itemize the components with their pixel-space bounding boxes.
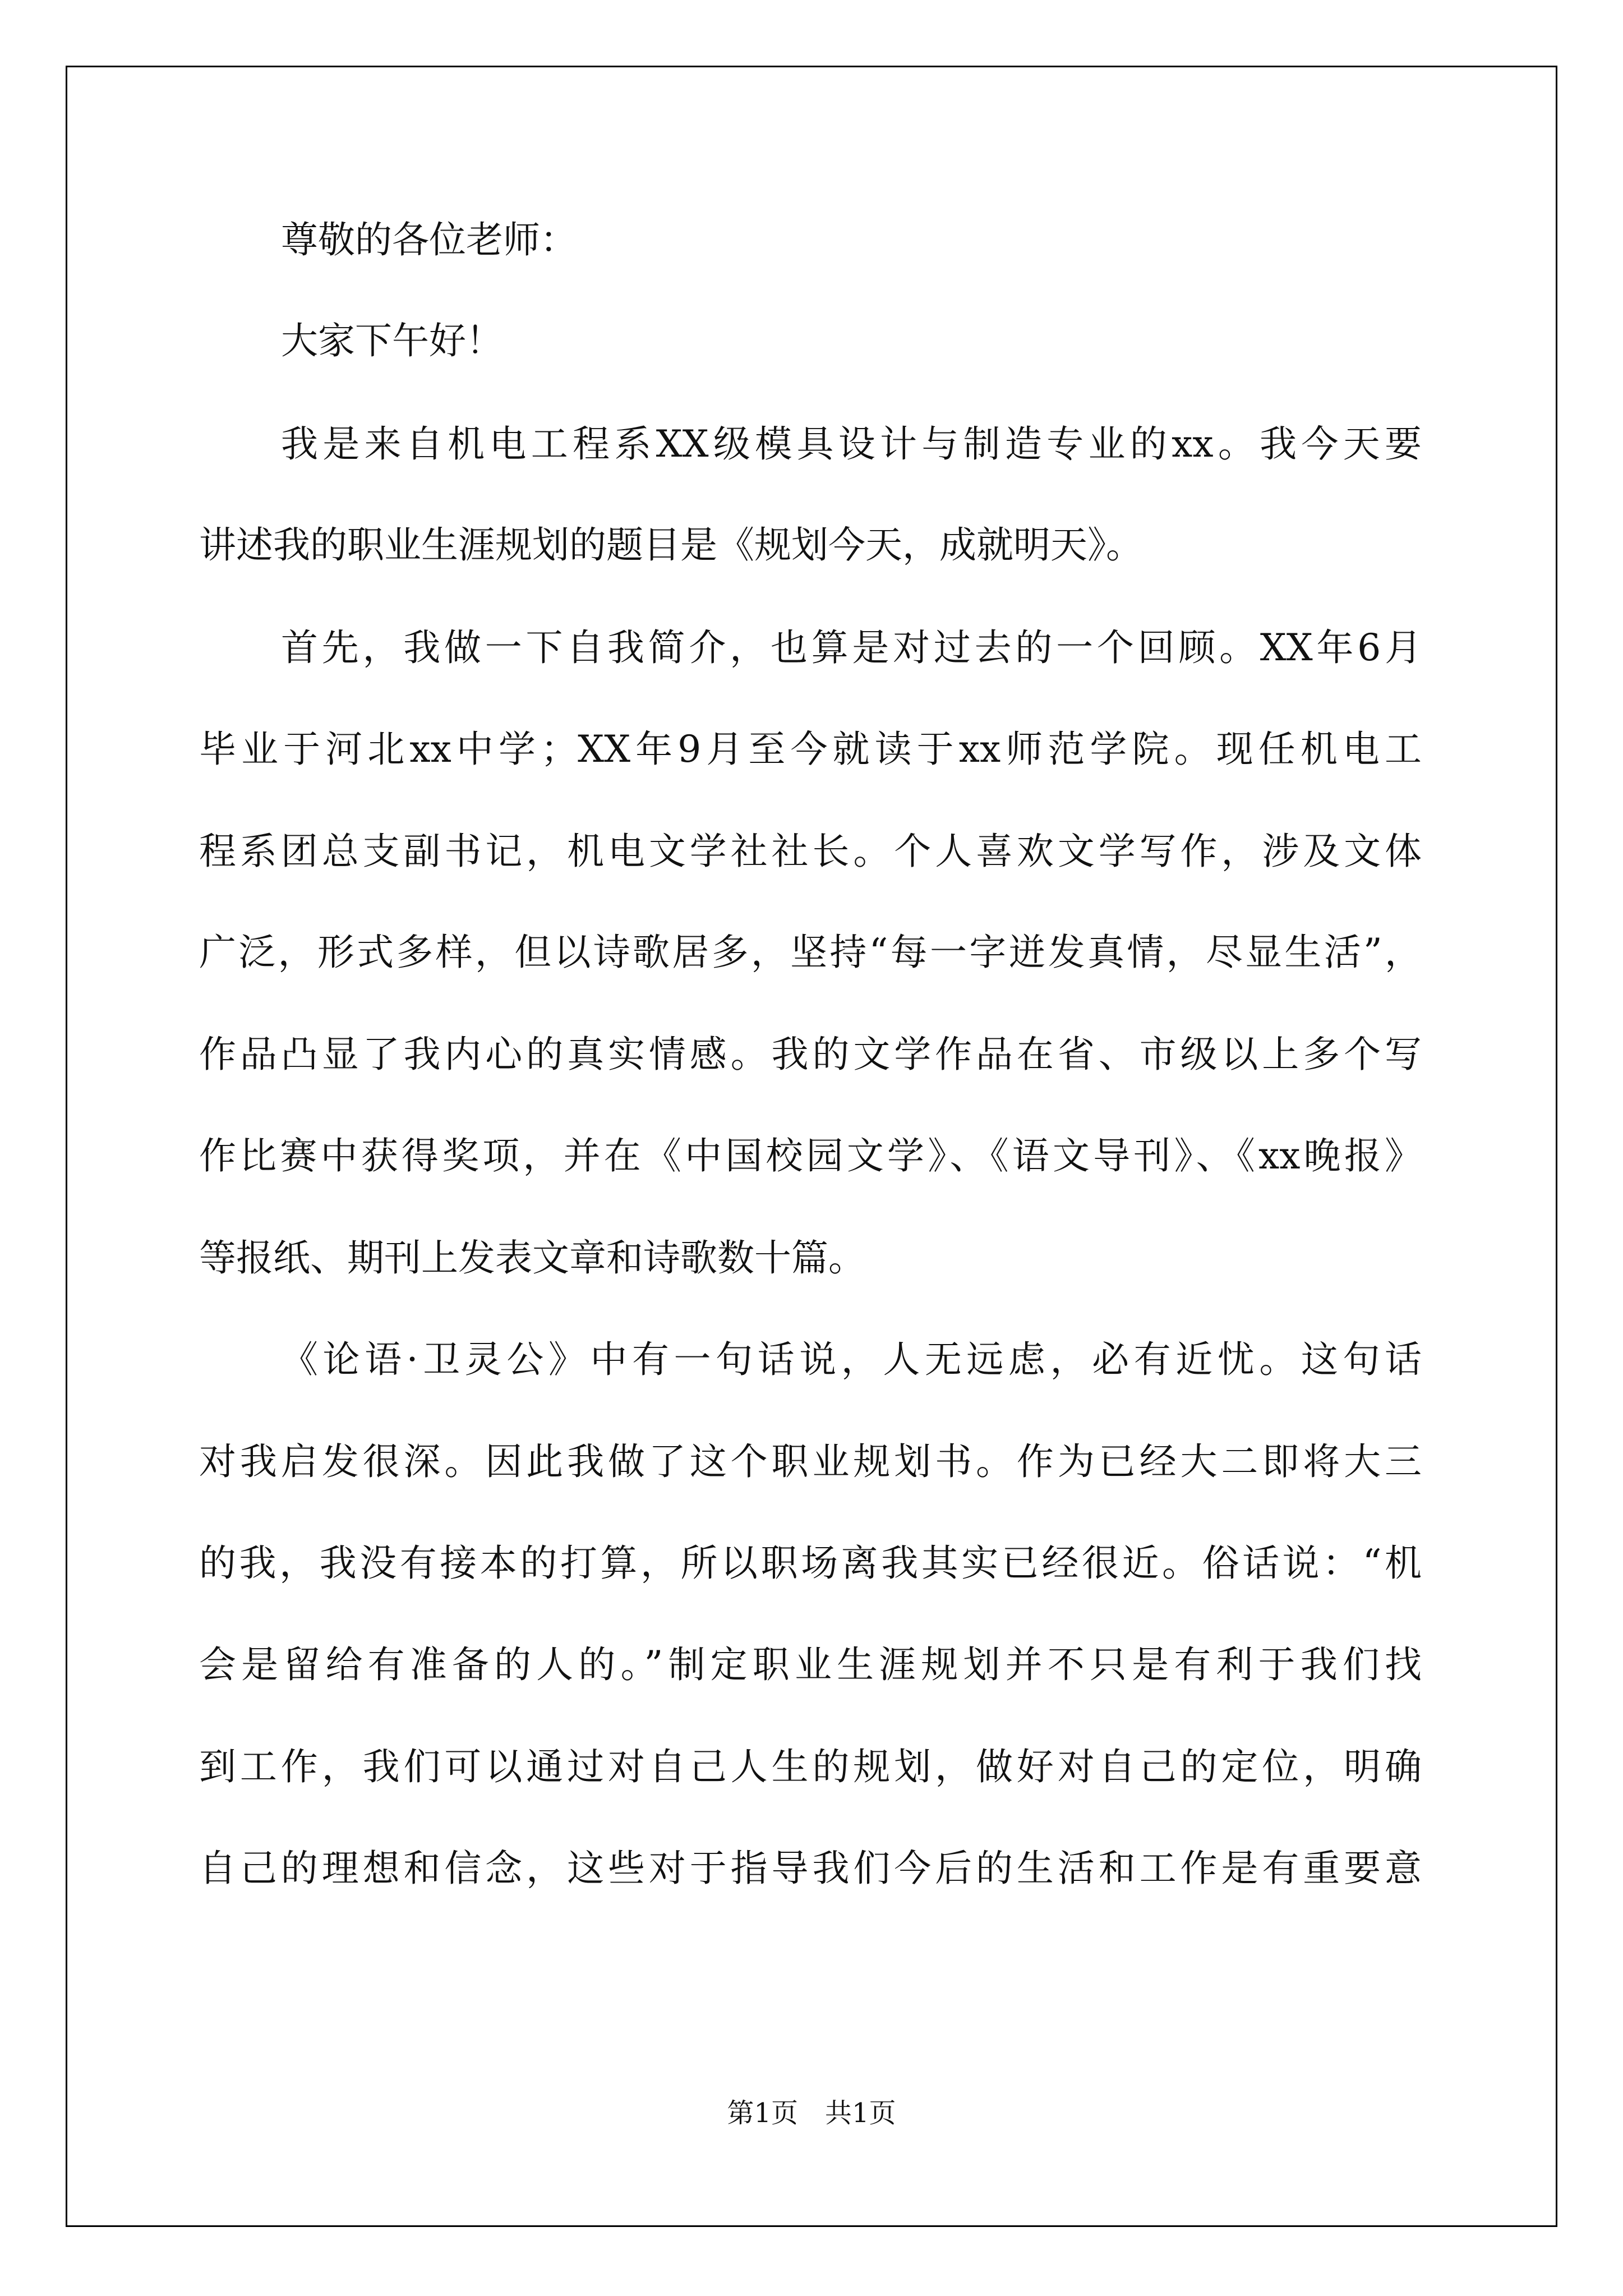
paragraph-line: 广泛，形式多样，但以诗歌居多，坚持“每一字迸发真情，尽显生活”， (199, 931, 1422, 974)
paragraph-line: 对我启发很深。因此我做了这个职业规划书。作为已经大二即将大三 (199, 1440, 1422, 1483)
paragraph-line: 会是留给有准备的人的。”制定职业生涯规划并不只是有利于我们找 (199, 1643, 1422, 1686)
paragraph-line: 毕业于河北xx中学；XX年9月至今就读于xx师范学院。现任机电工 (199, 728, 1422, 771)
paragraph-line: 我是来自机电工程系XX级模具设计与制造专业的xx。我今天要 (281, 422, 1422, 466)
salutation: 尊敬的各位老师： (281, 218, 577, 261)
paragraph-line: 讲述我的职业生涯规划的题目是《规划今天，成就明天》。 (199, 523, 1143, 567)
paragraph-line: 自己的理想和信念，这些对于指导我们今后的生活和工作是有重要意 (199, 1847, 1422, 1890)
paragraph-line: 首先，我做一下自我简介，也算是对过去的一个回顾。XX年6月 (281, 626, 1422, 669)
greeting: 大家下午好！ (281, 319, 503, 362)
paragraph-line: 作品凸显了我内心的真实情感。我的文学作品在省、市级以上多个写 (199, 1033, 1422, 1076)
paragraph-line: 作比赛中获得奖项，并在《中国校园文学》、《语文导刊》、《xx晚报》 (199, 1134, 1422, 1177)
page-number-footer: 第1页 共1页 (727, 2097, 896, 2129)
paragraph-line: 到工作，我们可以通过对自己人生的规划，做好对自己的定位，明确 (199, 1745, 1422, 1788)
paragraph-line: 等报纸、期刊上发表文章和诗歌数十篇。 (199, 1236, 865, 1280)
paragraph-line: 的我，我没有接本的打算，所以职场离我其实已经很近。俗话说：“机 (199, 1542, 1422, 1585)
paragraph-line: 程系团总支副书记，机电文学社社长。个人喜欢文学写作，涉及文体 (199, 830, 1422, 873)
paragraph-line: 《论语·卫灵公》中有一句话说，人无远虑，必有近忧。这句话 (281, 1338, 1422, 1381)
